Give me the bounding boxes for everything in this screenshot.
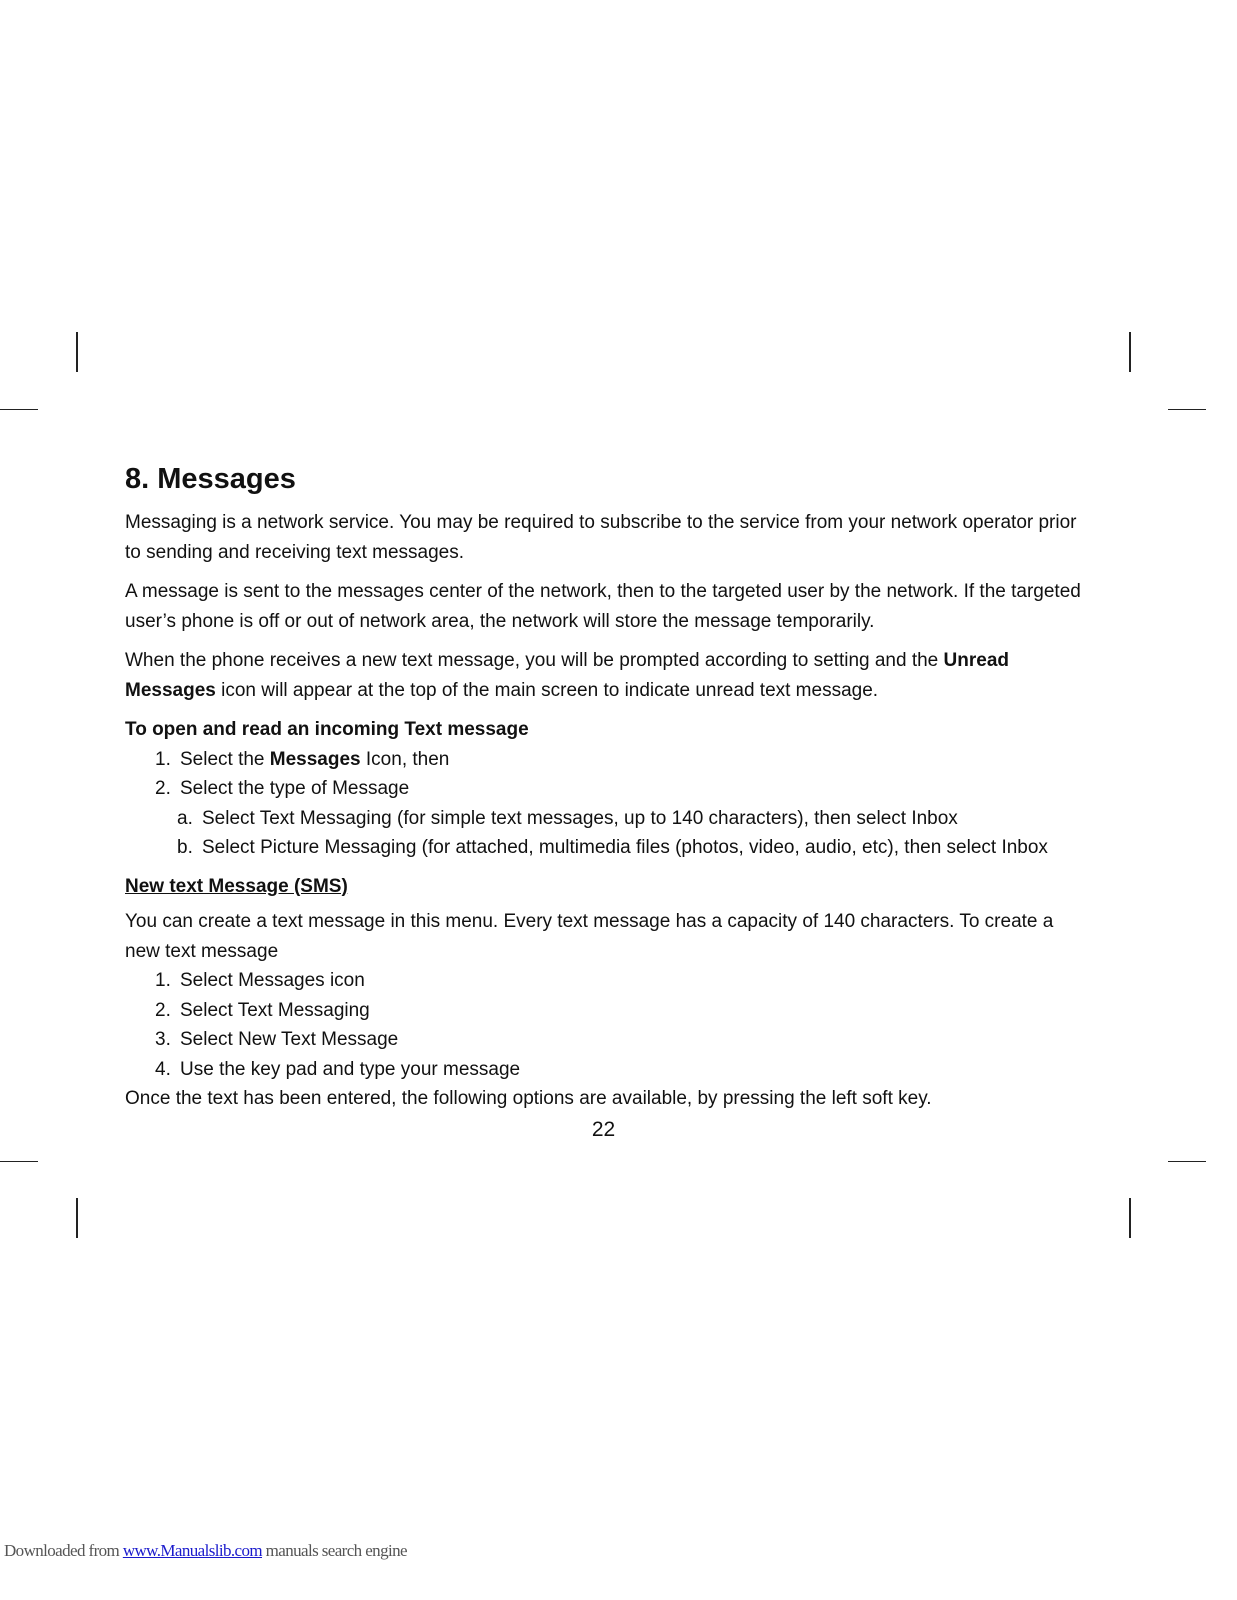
crop-mark-bottom-left [76, 1198, 78, 1238]
sms-steps-list [125, 966, 1085, 1084]
crop-mark-bottom-right-h [1168, 1161, 1206, 1162]
step-number: 3. [155, 1029, 171, 1050]
intro-paragraph-2: A message is sent to the messages center of the network, then to the targeted user by the network. If the targeted user’s phone is off or out of network area, the network will store the message temporarily. [125, 581, 1081, 632]
crop-mark-top-right-h [1168, 409, 1206, 410]
crop-mark-bottom-right [1129, 1198, 1131, 1238]
step-text: Use the key pad and type your message [180, 1058, 521, 1080]
crop-mark-top-right [1129, 332, 1131, 372]
substep-letter: a. [177, 807, 193, 829]
list-item [177, 804, 1085, 834]
sms-body: You can create a text message in this menu. Every text message has a capacity of 140 characters. To create a new text message [125, 911, 1054, 962]
intro-3-before: When the phone receives a new text message, you will be prompted according to setting and the [125, 650, 944, 671]
list-item [177, 833, 1085, 863]
manualslib-link[interactable]: www.Manualslib.com [122, 1541, 263, 1560]
step-text: Select Text Messaging [180, 999, 370, 1021]
page-number: 22 [591, 1118, 616, 1141]
step-number: 1. [155, 748, 171, 770]
step-number: 2. [155, 778, 171, 799]
open-steps-list [125, 745, 1085, 804]
list-item [155, 996, 1085, 1026]
crop-mark-top-left-h [0, 409, 38, 410]
step-number: 2. [155, 999, 171, 1021]
list-item [155, 966, 1085, 996]
step-text: Select the [180, 748, 270, 770]
download-footer [4, 1541, 407, 1561]
list-item [155, 774, 1085, 804]
step-number: 1. [155, 970, 171, 991]
list-item [155, 1055, 1085, 1085]
open-section-title: To open and read an incoming Text message [125, 719, 529, 740]
sms-section-title: New text Message (SMS) [125, 875, 348, 897]
list-item [155, 745, 1085, 775]
page-content [125, 462, 1085, 1114]
substep-text: Select Text Messaging (for simple text messages, up to 140 characters), then select Inbox [202, 807, 958, 829]
unread-messages-term: Unread Messages [125, 650, 1009, 701]
step-text: Select the type of Message [180, 778, 410, 799]
list-item [155, 1025, 1085, 1055]
messages-term: Messages [269, 748, 361, 770]
section-heading: 8. Messages [125, 463, 296, 495]
footer-prefix: Downloaded from [4, 1541, 123, 1560]
step-text-after: Icon, then [360, 748, 450, 770]
intro-paragraph-3 [125, 646, 1085, 705]
footer-suffix: manuals search engine [262, 1541, 407, 1560]
intro-3-after: icon will appear at the top of the main screen to indicate unread text message. [215, 679, 879, 701]
intro-paragraph-1: Messaging is a network service. You may be required to subscribe to the service from your network operator prior to sending and receiving text messages. [125, 512, 1077, 563]
crop-mark-bottom-left-h [0, 1161, 38, 1162]
step-text: Select Messages icon [180, 970, 365, 991]
open-substeps-list [125, 804, 1085, 863]
crop-mark-top-left [76, 332, 78, 372]
substep-text: Select Picture Messaging (for attached, multimedia files (photos, video, audio, etc), then select Inbox [202, 837, 1048, 858]
step-number: 4. [155, 1058, 171, 1080]
step-text: Select New Text Message [180, 1029, 399, 1050]
substep-letter: b. [177, 837, 193, 858]
sms-closing: Once the text has been entered, the following options are available, by pressing the left soft key. [125, 1088, 932, 1109]
